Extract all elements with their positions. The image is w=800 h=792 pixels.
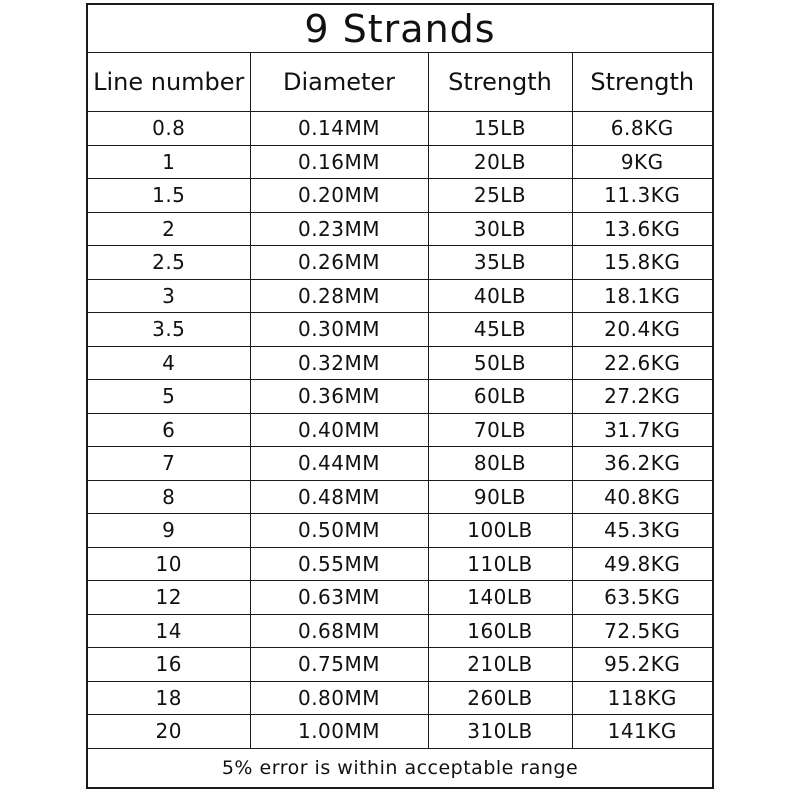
line-number-cell: 14 — [88, 614, 250, 648]
line-number-cell: 3.5 — [88, 313, 250, 347]
diameter-cell: 0.30MM — [250, 313, 428, 347]
diameter-cell: 0.23MM — [250, 212, 428, 246]
diameter-cell: 0.63MM — [250, 581, 428, 615]
line-number-cell: 20 — [88, 715, 250, 749]
line-number-cell: 2.5 — [88, 246, 250, 280]
strength-lb-cell: 60LB — [428, 380, 572, 414]
line-number-cell: 1 — [88, 145, 250, 179]
strength-lb-cell: 15LB — [428, 112, 572, 146]
diameter-cell: 0.44MM — [250, 447, 428, 481]
strength-lb-cell: 110LB — [428, 547, 572, 581]
line-number-cell: 4 — [88, 346, 250, 380]
line-number-cell: 3 — [88, 279, 250, 313]
strength-lb-cell: 80LB — [428, 447, 572, 481]
table-row — [88, 246, 712, 280]
strength-kg-cell: 22.6KG — [572, 346, 712, 380]
line-number-cell: 7 — [88, 447, 250, 481]
strength-kg-cell: 49.8KG — [572, 547, 712, 581]
strength-kg-cell: 45.3KG — [572, 514, 712, 548]
table-row — [88, 581, 712, 615]
strength-kg-cell: 118KG — [572, 681, 712, 715]
strength-kg-cell: 40.8KG — [572, 480, 712, 514]
table-row — [88, 145, 712, 179]
table-row — [88, 648, 712, 682]
strength-lb-cell: 20LB — [428, 145, 572, 179]
diameter-cell: 0.26MM — [250, 246, 428, 280]
strength-kg-cell: 11.3KG — [572, 179, 712, 213]
table-row — [88, 614, 712, 648]
strength-lb-cell: 40LB — [428, 279, 572, 313]
strength-lb-cell: 310LB — [428, 715, 572, 749]
strength-kg-cell: 6.8KG — [572, 112, 712, 146]
table-row — [88, 179, 712, 213]
diameter-cell: 0.75MM — [250, 648, 428, 682]
header-strength-lb: Strength — [428, 53, 572, 112]
diameter-cell: 0.14MM — [250, 112, 428, 146]
header-row — [88, 53, 712, 112]
line-number-cell: 1.5 — [88, 179, 250, 213]
strength-lb-cell: 140LB — [428, 581, 572, 615]
strength-kg-cell: 31.7KG — [572, 413, 712, 447]
strength-kg-cell: 72.5KG — [572, 614, 712, 648]
strength-lb-cell: 210LB — [428, 648, 572, 682]
line-number-cell: 2 — [88, 212, 250, 246]
diameter-cell: 1.00MM — [250, 715, 428, 749]
strength-lb-cell: 35LB — [428, 246, 572, 280]
strength-kg-cell: 15.8KG — [572, 246, 712, 280]
strength-lb-cell: 260LB — [428, 681, 572, 715]
diameter-cell: 0.20MM — [250, 179, 428, 213]
table-row — [88, 313, 712, 347]
table-title: 9 Strands — [88, 5, 712, 53]
strength-lb-cell: 25LB — [428, 179, 572, 213]
table-row — [88, 447, 712, 481]
header-strength-kg: Strength — [572, 53, 712, 112]
diameter-cell: 0.48MM — [250, 480, 428, 514]
table-row — [88, 413, 712, 447]
line-number-cell: 10 — [88, 547, 250, 581]
line-number-cell: 6 — [88, 413, 250, 447]
tolerance-note: 5% error is within acceptable range — [221, 756, 579, 779]
strength-lb-cell: 30LB — [428, 212, 572, 246]
strength-kg-cell: 27.2KG — [572, 380, 712, 414]
strength-kg-cell: 63.5KG — [572, 581, 712, 615]
line-number-cell: 18 — [88, 681, 250, 715]
strength-lb-cell: 160LB — [428, 614, 572, 648]
strength-kg-cell: 13.6KG — [572, 212, 712, 246]
line-number-cell: 0.8 — [88, 112, 250, 146]
table-row — [88, 547, 712, 581]
table-row — [88, 112, 712, 146]
header-diameter: Diameter — [250, 53, 428, 112]
diameter-cell: 0.40MM — [250, 413, 428, 447]
line-number-cell: 16 — [88, 648, 250, 682]
strength-kg-cell: 18.1KG — [572, 279, 712, 313]
table-row — [88, 279, 712, 313]
strength-lb-cell: 70LB — [428, 413, 572, 447]
diameter-cell: 0.55MM — [250, 547, 428, 581]
diameter-cell: 0.32MM — [250, 346, 428, 380]
line-number-cell: 12 — [88, 581, 250, 615]
table-row — [88, 681, 712, 715]
strength-lb-cell: 50LB — [428, 346, 572, 380]
diameter-cell: 0.68MM — [250, 614, 428, 648]
table-row — [88, 480, 712, 514]
spec-table-frame — [86, 3, 714, 789]
strength-kg-cell: 36.2KG — [572, 447, 712, 481]
strength-lb-cell: 100LB — [428, 514, 572, 548]
strength-kg-cell: 141KG — [572, 715, 712, 749]
diameter-cell: 0.80MM — [250, 681, 428, 715]
diameter-cell: 0.28MM — [250, 279, 428, 313]
line-number-cell: 8 — [88, 480, 250, 514]
header-line-number: Line number — [88, 53, 250, 112]
strength-kg-cell: 9KG — [572, 145, 712, 179]
diameter-cell: 0.16MM — [250, 145, 428, 179]
table-row — [88, 514, 712, 548]
line-number-cell: 5 — [88, 380, 250, 414]
table-body — [88, 112, 712, 749]
line-number-cell: 9 — [88, 514, 250, 548]
table-row — [88, 346, 712, 380]
strength-lb-cell: 45LB — [428, 313, 572, 347]
table-row — [88, 212, 712, 246]
strength-kg-cell: 95.2KG — [572, 648, 712, 682]
spec-table — [88, 53, 712, 749]
table-row — [88, 715, 712, 749]
strength-kg-cell: 20.4KG — [572, 313, 712, 347]
table-row — [88, 380, 712, 414]
diameter-cell: 0.50MM — [250, 514, 428, 548]
diameter-cell: 0.36MM — [250, 380, 428, 414]
strength-lb-cell: 90LB — [428, 480, 572, 514]
